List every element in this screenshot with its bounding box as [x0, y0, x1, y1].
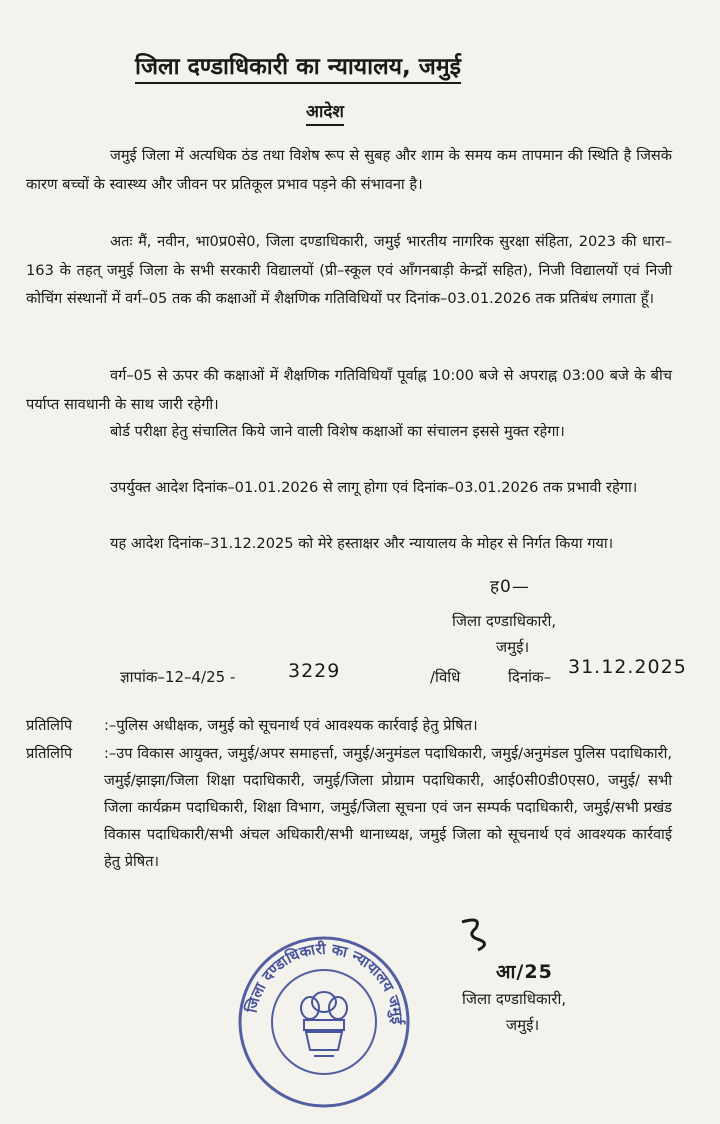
paragraph-1: जमुई जिला में अत्यधिक ठंड तथा विशेष रूप से सुबह और शाम के समय कम तापमान की स्थिति है जिसके कारण बच्चों के स्वास्थ्य और जीवन पर प्रतिकूल प्रभाव पड़ने की संभावना है।: [26, 147, 672, 193]
signature-1-place: जमुई।: [496, 638, 530, 656]
copy-text: :–पुलिस अधीक्षक, जमुई को सूचनार्थ एवं आवश्यक कार्रवाई हेतु प्रेषित।: [104, 717, 478, 734]
court-seal: [234, 932, 414, 1116]
memo-number: 3229: [288, 660, 341, 682]
seal-stamp-icon: [234, 932, 414, 1112]
paragraph-3: वर्ग–05 से ऊपर की कक्षाओं में शैक्षणिक गतिविधियाँ पूर्वाह्न 10:00 बजे से अपराह्न 03:00 बजे के बीच पर्याप्त सावधानी के साथ जारी रहेगी।: [26, 367, 672, 413]
paragraph-4: बोर्ड परीक्षा हेतु संचालित किये जाने वाली विशेष कक्षाओं का संचालन इससे मुक्त रहेगा।: [110, 423, 565, 440]
signature-initials: ह0—: [490, 577, 530, 597]
memo-section: /विधि: [430, 668, 461, 686]
signature-2-place: जमुई।: [506, 1016, 540, 1034]
signature-flourish-icon: [454, 914, 494, 954]
court-title: जिला दण्डाधिकारी का न्यायालय, जमुई: [135, 52, 461, 84]
copy-entry-2: [26, 740, 686, 930]
signature-2-mark: आ/25: [496, 961, 553, 983]
paragraph-2: अतः मैं, नवीन, भा0प्र0से0, जिला दण्डाधिकारी, जमुई भारतीय नागरिक सुरक्षा संहिता, 2023 की धारा–163 के तहत् जमुई जिला के सभी सरकारी विद्यालयों (प्री–स्कूल एवं आँगनबाड़ी केन्द्रों सहित), निजी विद्यालयों एवं निजी कोचिंग संस्थानों में वर्ग–05 तक की कक्षाओं में शैक्षणिक गतिविधियों पर दिनांक–03.01.2026 तक प्रतिबंध लगाता हूँ।: [26, 233, 672, 307]
memo-date: 31.12.2025: [568, 656, 687, 678]
signature-2-designation: जिला दण्डाधिकारी,: [462, 990, 567, 1008]
memo-date-label: दिनांक–: [508, 668, 552, 686]
seal-text: जिला दण्डाधिकारी का न्यायालय जमुई: [242, 939, 407, 1025]
copy-label: प्रतिलिपि: [26, 745, 73, 762]
copy-entry-1: [26, 712, 686, 742]
paragraph-6: यह आदेश दिनांक–31.12.2025 को मेरे हस्ताक्षर और न्यायालय के मोहर से निर्गत किया गया।: [110, 535, 614, 552]
copy-label: प्रतिलिपि: [26, 717, 73, 734]
paragraph-5: उपर्युक्त आदेश दिनांक–01.01.2026 से लागू होगा एवं दिनांक–03.01.2026 तक प्रभावी रहेगा।: [110, 479, 638, 496]
copy-text: :–उप विकास आयुक्त, जमुई/अपर समाहर्त्ता, जमुई/अनुमंडल पदाधिकारी, जमुई/अनुमंडल पुलिस पदाधिकारी, जमुई/झाझा/जिला शिक्षा पदाधिकारी, जमुई/जिला प्रोग्राम पदाधिकारी, आई0सी0डी0एस0, जमुई/ सभी जिला कार्यक्रम पदाधिकारी, शिक्षा विभाग, जमुई/जिला सूचना एवं जन सम्पर्क पदाधिकारी, जमुई/सभी प्रखंड विकास पदाधिकारी/सभी अंचल अधिकारी/सभी थानाध्यक्ष, जमुई जिला को सूचनार्थ एवं आवश्यक कार्रवाई हेतु प्रेषित।: [104, 745, 672, 870]
signature-1-designation: जिला दण्डाधिकारी,: [452, 612, 557, 630]
memo-prefix: ज्ञापांक–12–4/25 -: [120, 668, 236, 686]
order-heading: आदेश: [306, 100, 344, 126]
